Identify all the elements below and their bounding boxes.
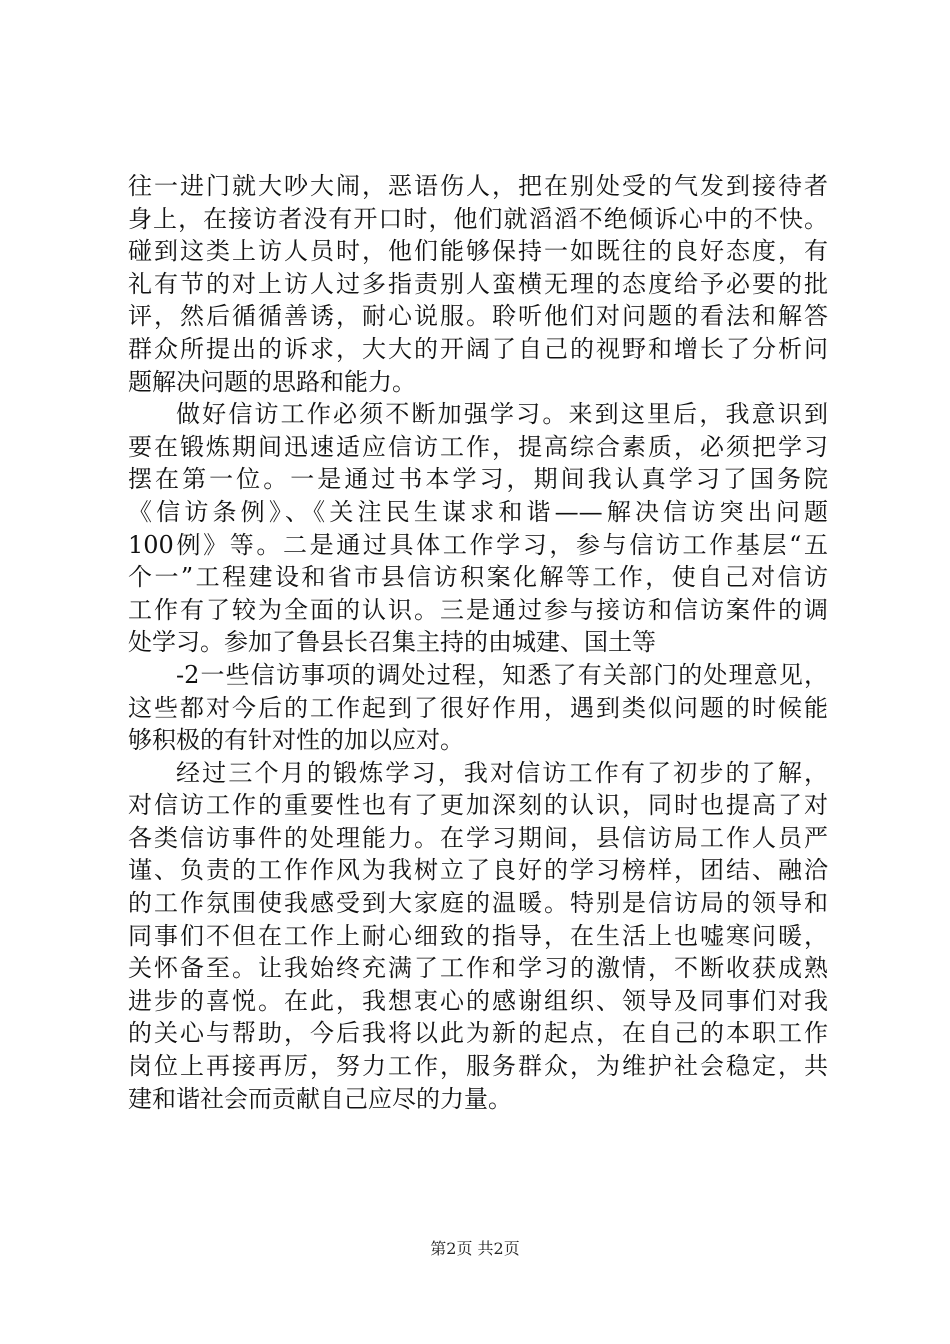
text-line: -2一些信访事项的调处过程，知悉了有关部门的处理意见， [176,660,828,689]
document-body [128,170,828,1115]
text-line: 评，然后循循善诱，耐心说服。聆听他们对问题的看法和解答 [128,302,828,331]
text-line: 这些都对今后的工作起到了很好作用，遇到类似问题的时候能 [128,693,828,722]
text-line: 的工作氛围使我感受到大家庭的温暖。特别是信访局的领导和 [128,889,828,918]
text-line: 进步的喜悦。在此，我想衷心的感谢组织、领导及同事们对我 [128,986,828,1015]
paragraph [128,398,828,659]
text-line: 100例》等。二是通过具体工作学习，参与信访工作基层“五 [128,530,828,559]
text-line: 要在锻炼期间迅速适应信访工作，提高综合素质，必须把学习 [128,432,828,461]
text-line: 身上，在接访者没有开口时，他们就滔滔不绝倾诉心中的不快。 [128,204,828,233]
text-line: 岗位上再接再厉，努力工作，服务群众，为维护社会稳定，共 [128,1052,828,1081]
text-line: 题解决问题的思路和能力。 [128,367,416,396]
text-line: 谨、负责的工作作风为我树立了良好的学习榜样，团结、融洽 [128,856,828,885]
text-line: 往一进门就大吵大闹，恶语伤人，把在别处受的气发到接待者 [128,172,828,200]
paragraph [128,757,828,1116]
text-line: 礼有节的对上访人过多指责别人蛮横无理的态度给予必要的批 [128,269,828,298]
text-line: 各类信访事件的处理能力。在学习期间，县信访局工作人员严 [128,823,828,852]
text-line: 工作有了较为全面的认识。三是通过参与接访和信访案件的调 [128,595,828,624]
text-line: 个一”工程建设和省市县信访积案化解等工作，使自己对信访 [128,563,828,592]
paragraph [128,170,828,398]
page-footer: 第2页 共2页 [430,1239,520,1258]
paragraph [128,659,828,757]
text-line: 关怀备至。让我始终充满了工作和学习的激情，不断收获成熟 [128,954,828,983]
text-line: 碰到这类上访人员时，他们能够保持一如既往的良好态度，有 [128,237,828,266]
text-line: 经过三个月的锻炼学习，我对信访工作有了初步的了解， [176,758,828,787]
text-line: 摆在第一位。一是通过书本学习，期间我认真学习了国务院 [128,465,828,494]
text-line: 群众所提出的诉求，大大的开阔了自己的视野和增长了分析问 [128,334,828,363]
text-line: 的关心与帮助，今后我将以此为新的起点，在自己的本职工作 [128,1019,828,1048]
text-line: 同事们不但在工作上耐心细致的指导，在生活上也嘘寒问暖， [128,921,828,950]
text-line: 处学习。参加了鲁县长召集主持的由城建、国土等 [128,628,656,657]
text-line: 够积极的有针对性的加以应对。 [128,726,464,755]
text-line: 对信访工作的重要性也有了更加深刻的认识，同时也提高了对 [128,791,828,820]
text-line: 建和谐社会而贡献自己应尽的力量。 [128,1084,512,1113]
text-line: 《信访条例》、《关注民生谋求和谐——解决信访突出问题 [128,497,828,526]
text-line: 做好信访工作必须不断加强学习。来到这里后，我意识到 [176,400,828,429]
